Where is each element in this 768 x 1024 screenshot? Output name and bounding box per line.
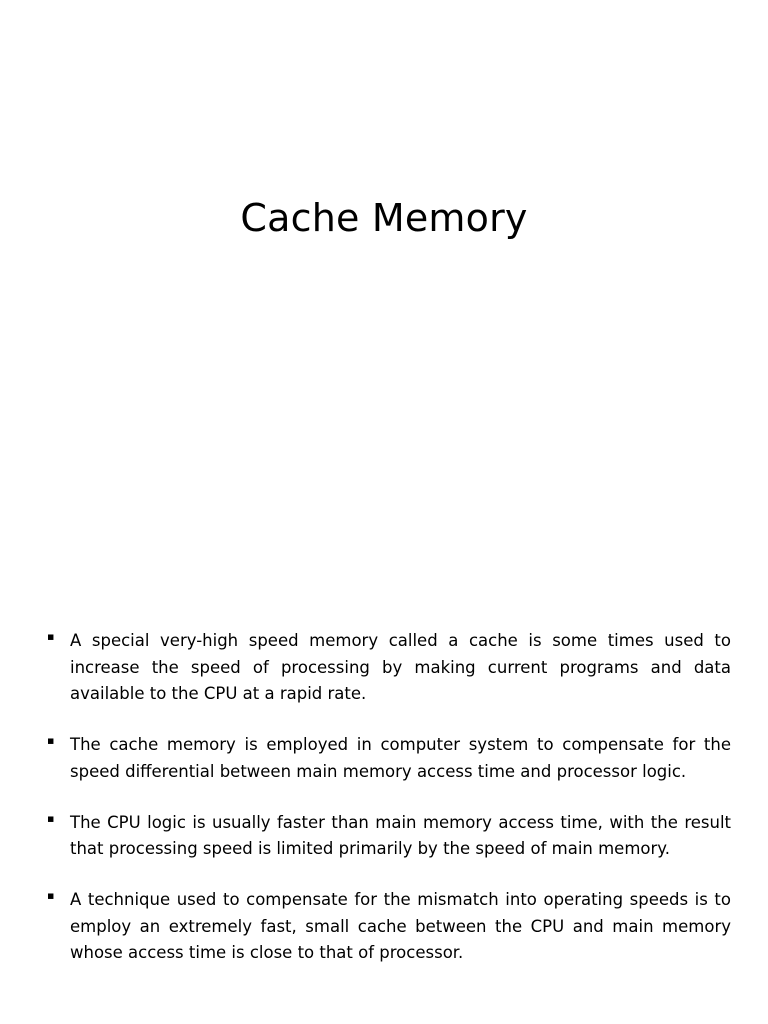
list-item-text: The CPU logic is usually faster than main memory access time, with the result that processing speed is limited primarily by the speed of main memory. <box>70 812 731 859</box>
bullet-marker-icon: ▪ <box>47 811 55 825</box>
list-item <box>45 732 731 785</box>
bullet-marker-icon: ▪ <box>47 734 55 748</box>
list-item <box>45 810 731 863</box>
list-item <box>45 628 731 708</box>
list-item-text: A special very-high speed memory called a cache is some times used to increase the speed of processing by making current programs and data available to the CPU at a rapid rate. <box>70 631 731 704</box>
list-item <box>45 887 731 967</box>
bullet-list <box>45 628 731 967</box>
page-title: Cache Memory <box>240 196 528 240</box>
list-item-text: The cache memory is employed in computer system to compensate for the speed differential between main memory access time and processor logic. <box>70 735 731 781</box>
bullet-marker-icon: ▪ <box>47 630 55 643</box>
bullet-marker-icon: ▪ <box>47 889 55 903</box>
list-item-text: A technique used to compensate for the mismatch into operating speeds is to employ an extremely fast, small cache between the CPU and main memory whose access time is close to that of processor. <box>70 890 731 963</box>
